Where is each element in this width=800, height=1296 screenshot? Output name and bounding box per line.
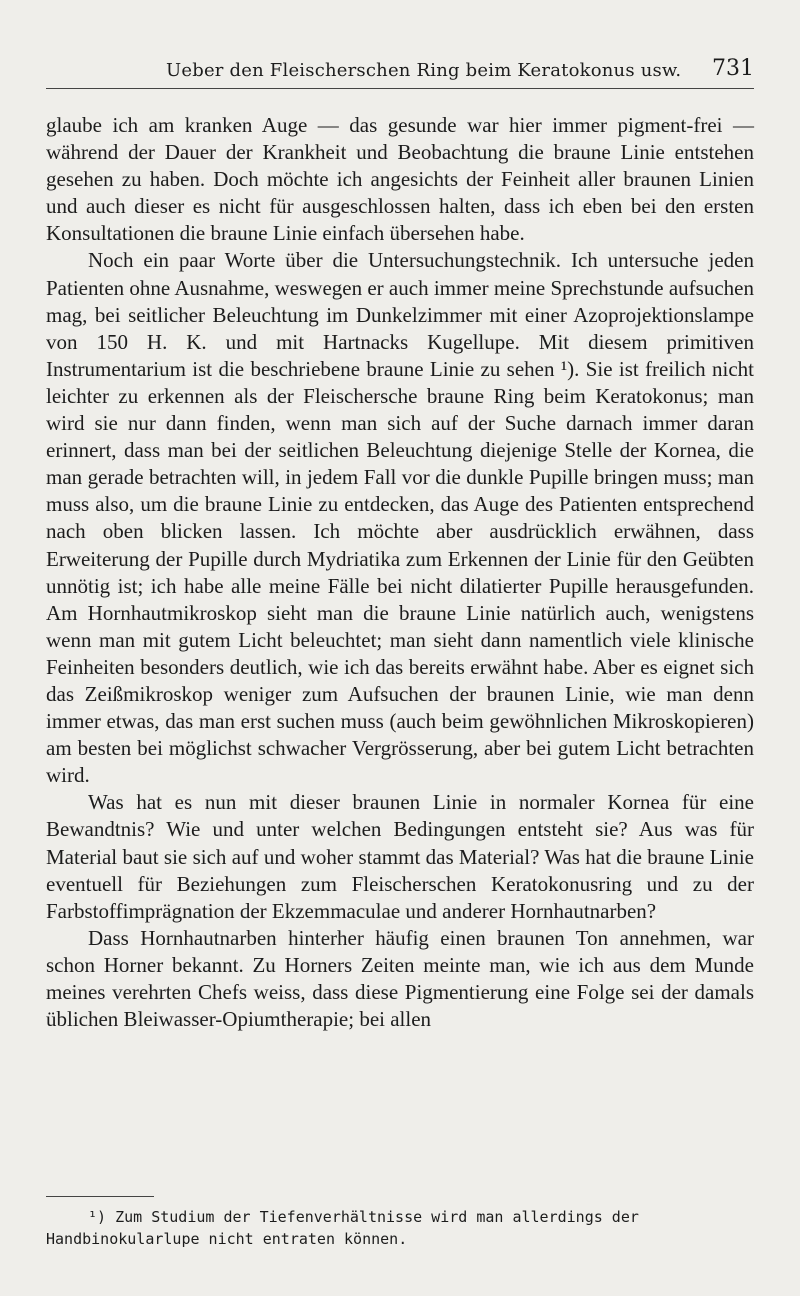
- paragraph-horner: Dass Hornhautnarben hinterher häufig einen braunen Ton annehmen, war schon Horner bekannt. Zu Horners Zeiten meinte man, wie ich aus dem Munde meines verehrten Chefs weiss, dass diese Pigmentierung eine Folge sei der damals üblichen Bleiwasser-Opiumtherapie; bei allen: [46, 925, 754, 1032]
- paragraph-questions: Was hat es nun mit dieser braunen Linie in normaler Kornea für eine Bewandtnis? Wie und unter welchen Bedingungen entsteht sie? Aus was für Material baut sie sich auf und woher stammt das Material? Was hat die braune Linie eventuell für Beziehungen zum Fleischerschen Keratokonusring und zu der Farbstoffimprägnation der Ekzemmaculae und anderer Hornhautnarben?: [46, 790, 754, 923]
- page-number: 731: [712, 56, 754, 81]
- footnote-divider: [46, 1196, 154, 1197]
- running-title: Ueber den Fleischerschen Ring beim Keratokonus usw.: [166, 60, 682, 81]
- footnote: ¹) Zum Studium der Tiefenverhältnisse wird man allerdings der Handbinokularlupe nicht entraten können.: [46, 1208, 639, 1248]
- paragraph-technique: Noch ein paar Worte über die Untersuchungstechnik. Ich untersuche jeden Patienten ohne Ausnahme, weswegen er auch immer meine Sprechstunde aufsuchen mag, bei seitlicher Beleuchtung im Dunkelzimmer mit einer Azoprojektionslampe von 150 H. K. und mit Hartnacks Kugellupe. Mit diesem primitiven Instrumentarium ist die beschriebene braune Linie zu sehen ¹). Sie ist freilich nicht leichter zu erkennen als der Fleischersche braune Ring beim Keratokonus; man wird sie nur dann finden, wenn man sich auf der Suche darnach immer daran erinnert, dass man bei der seitlichen Beleuchtung diejenige Stelle der Kornea, die man gerade betrachten will, in jedem Fall vor die dunkle Pupille bringen muss; man muss also, um die braune Linie zu entdecken, das Auge des Patienten entsprechend nach oben blicken lassen. Ich möchte aber ausdrücklich erwähnen, dass Erweiterung der Pupille durch Mydriatika zum Erkennen der Linie für den Geübten unnötig ist; ich habe alle meine Fälle bei nicht dilatierter Pupille herausgefunden. Am Hornhautmikroskop sieht man die braune Linie natürlich auch, wenigstens wenn man mit gutem Licht beleuchtet; man sieht dann namentlich viele klinische Feinheiten besonders deutlich, wie ich das bereits erwähnt habe. Aber es eignet sich das Zeißmikroskop weniger zum Aufsuchen der braunen Linie, wie man denn immer etwas, das man erst suchen muss (auch beim gewöhnlichen Mikroskopieren) am besten bei möglichst schwacher Vergrösserung, aber bei gutem Licht betrachten wird.: [46, 248, 754, 788]
- running-header: [46, 58, 754, 89]
- paragraph-continued: glaube ich am kranken Auge — das gesunde war hier immer pigment-frei — während der Dauer der Krankheit und Beobachtung die braune Linie entstehen gesehen zu haben. Doch möchte ich angesichts der Feinheit aller braunen Linien und auch dieser es nicht für ausgeschlossen halten, dass ich eben bei den ersten Konsultationen die braune Linie einfach übersehen habe.: [46, 113, 754, 246]
- body-text: [46, 112, 754, 1033]
